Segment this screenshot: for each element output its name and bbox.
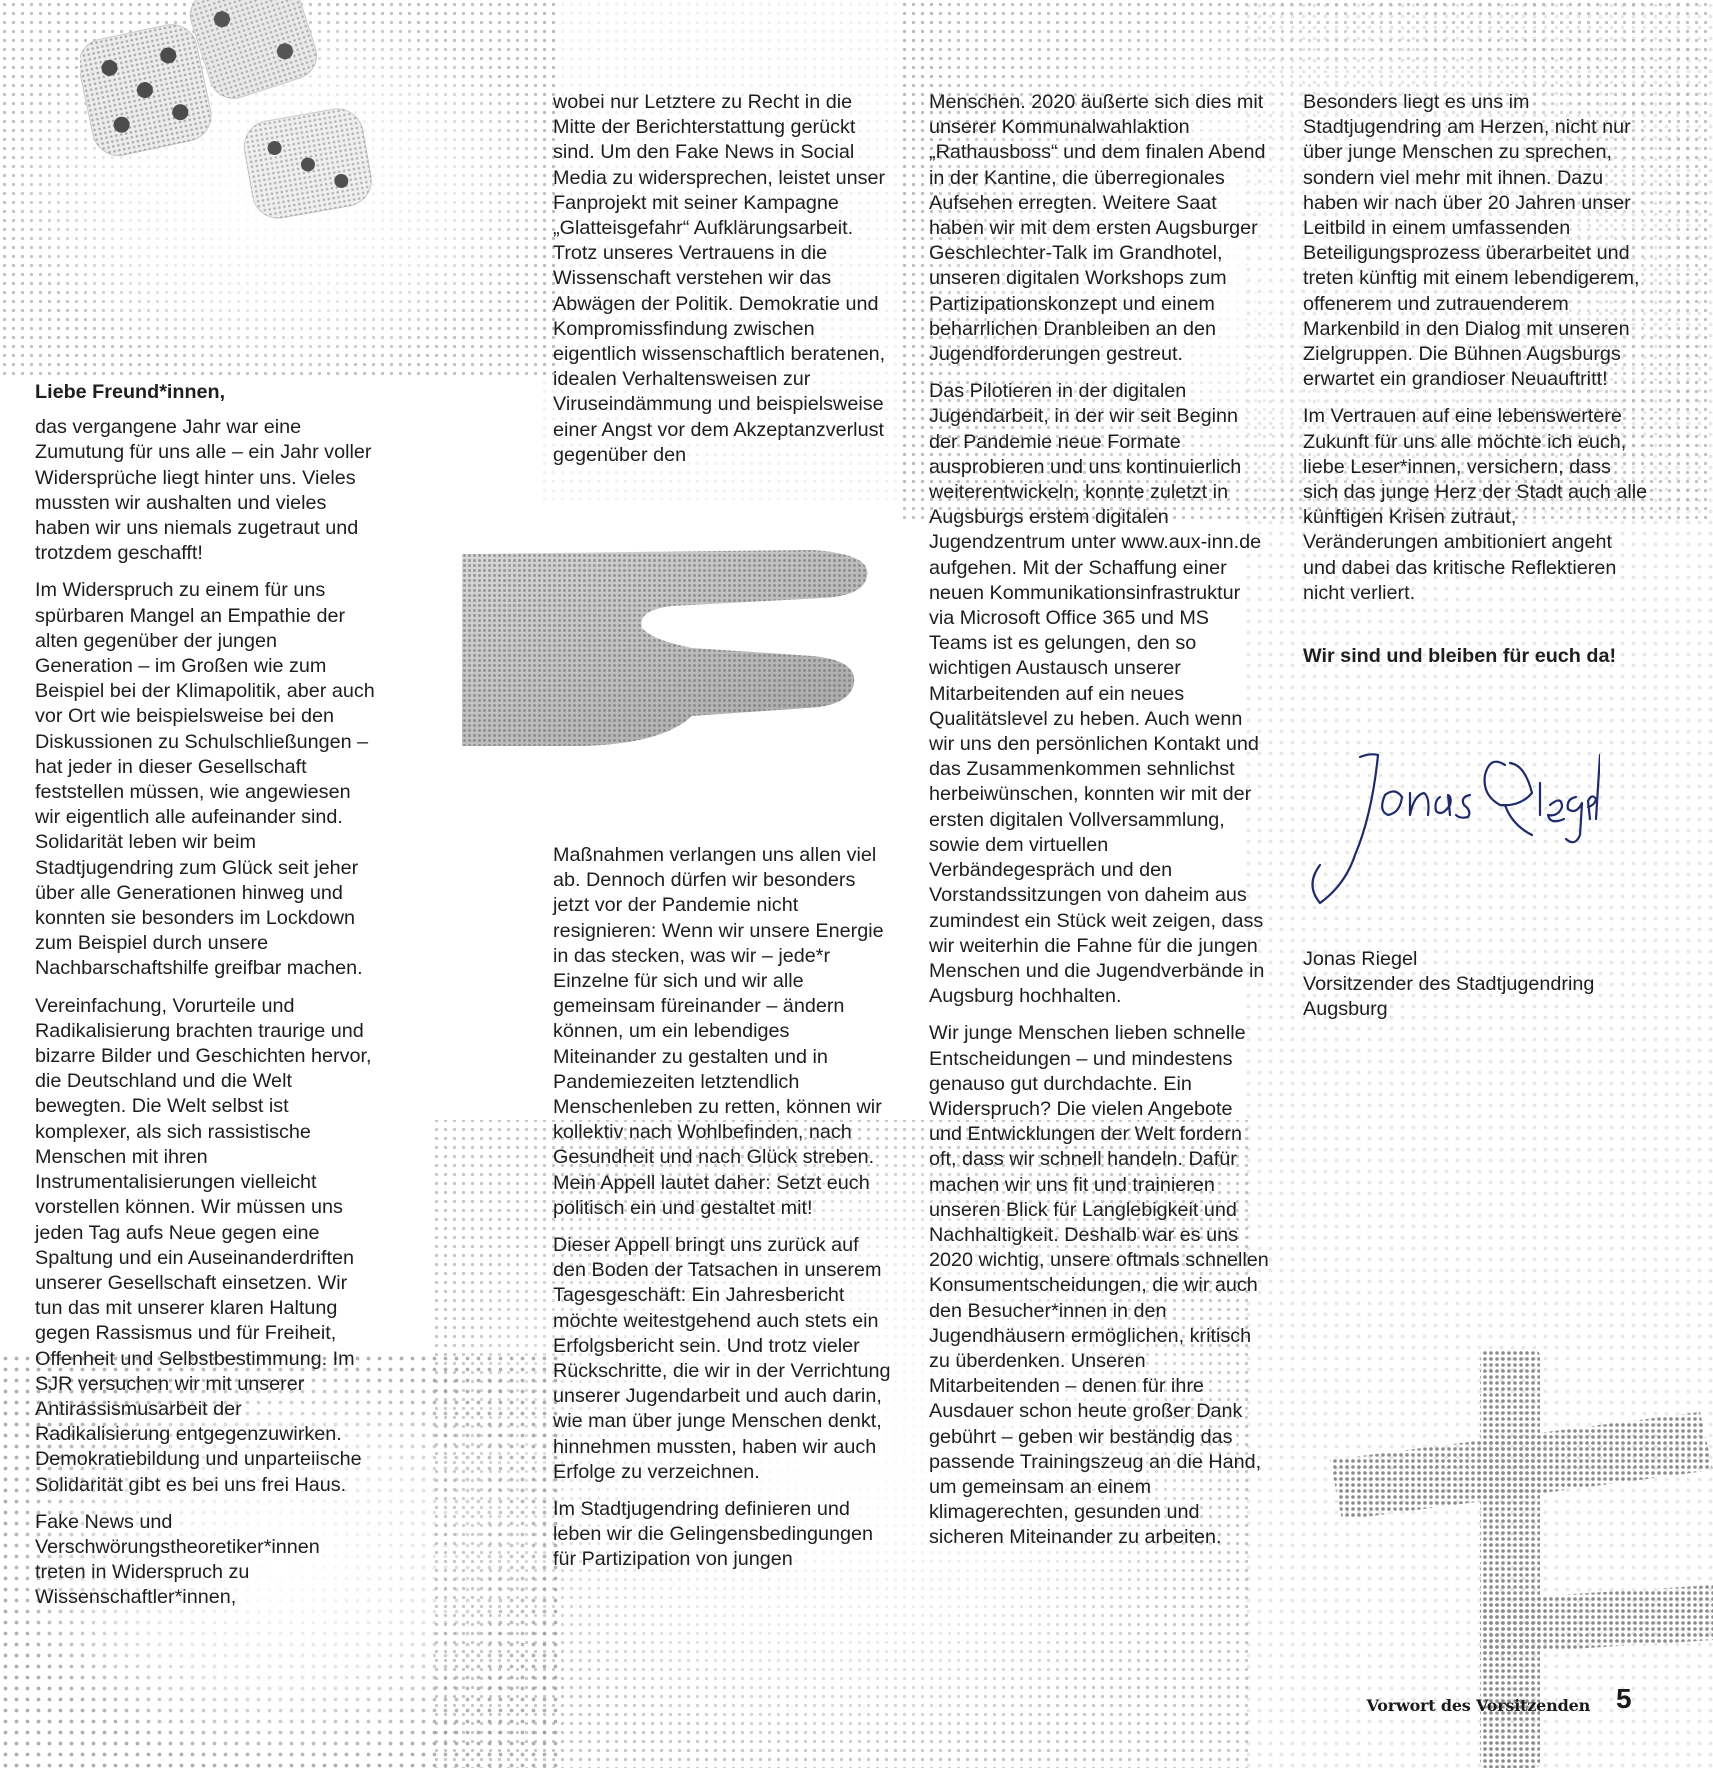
- column-2-bottom: [553, 843, 893, 1585]
- hand-pointing-icon: [462, 548, 882, 748]
- signature-icon: [1300, 735, 1600, 910]
- paragraph: Besonders liegt es uns im Stadtjugendring am Herzen, nicht nur über junge Menschen zu sprechen, sondern viel mehr mit ihnen. Dazu haben wir nach über 20 Jahren unser Leitbild in einem umfassenden Beteiligungsprozess überarbeitet und treten künftig mit einem lebendigerem, offenerem und zutrauenderem Markenbild in den Dialog mit unseren Zielgruppen. Die Bühnen Augsburgs erwartet ein grandioser Neuauftritt!: [1303, 91, 1640, 391]
- paragraph: Im Vertrauen auf eine lebenswertere Zukunft für uns alle möchte ich euch, liebe Leser*innen, versichern, dass sich das junge Herz der Stadt auch alle künftigen Krisen zutraut, Veränderungen ambitioniert angeht und dabei das kritische Reflektieren nicht verliert.: [1303, 405, 1648, 604]
- paragraph: Maßnahmen verlangen uns allen viel ab. Dennoch dürfen wir besonders jetzt vor der Pandemie nicht resignieren: Wenn wir unsere Energie in das stecken, was wir – jede*r Einzelne für sich und wir alle gemeinsam füreinander – ändern können, um ein lebendiges Miteinander zu gestalten und in Pandemiezeiten letztendlich Menschenleben zu retten, können wir kollektiv nach Wohlbefinden, nach Gesundheit und nach Glück streben. Mein Appell lautet daher: Setzt euch politisch ein und gestaltet mit!: [553, 844, 884, 1219]
- paragraph: das vergangene Jahr war eine Zumutung für uns alle – ein Jahr voller Widersprüche liegt hinter uns. Vieles mussten wir aushalten und vieles haben wir uns niemals zugetraut und trotzdem geschafft!: [35, 416, 372, 565]
- paragraph: Im Stadtjugendring definieren und leben wir die Gelingensbedingungen für Partizipation von jungen: [553, 1498, 874, 1571]
- signature-name: Jonas Riegel: [1303, 948, 1418, 970]
- paragraph: Im Widerspruch zu einem für uns spürbaren Mangel an Empathie der alten gegenüber der jungen Generation – im Großen wie zum Beispiel bei der Klimapolitik, aber auch vor Ort wie beispielsweise bei den Diskussionen zu Schulschließungen – hat jeder in dieser Gesellschaft feststellen müssen, wie angewiesen wir eigentlich alle aufeinander sind. Solidarität leben wir beim Stadtjugendring zum Glück seit jeher über alle Generationen hinweg und konnten sie besonders im Lockdown zum Beispiel durch unsere Nachbarschaftshilfe greifbar machen.: [35, 579, 375, 980]
- dice-icon: [80, 0, 410, 220]
- footer-section-title: Vorwort des Vorsitzenden: [1366, 1696, 1590, 1715]
- closing-line: Wir sind und bleiben für euch da!: [1303, 645, 1617, 668]
- column-1: [35, 380, 375, 1623]
- paragraph: Das Pilotieren in der digitalen Jugendarbeit, in der wir seit Beginn der Pandemie neue Formate ausprobieren und uns kontinuierlich weiterentwickeln, konnte zuletzt in Augsburgs erstem digitalen Jugendzentrum unter www.aux-inn.de aufgehen. Mit der Schaffung einer neuen Kommunikationsinfrastruktur via Microsoft Office 365 und MS Teams ist es gelungen, den so wichtigen Austausch unserer Mitarbeitenden auf ein neues Qualitätslevel zu heben. Auch wenn wir uns den persönlichen Kontakt und das Zusammenkommen sehnlichst herbeiwünschen, konnten wir mit der ersten digitalen Vollversammlung, sowie dem virtuellen Verbändegespräch und den Vorstandssitzungen von daheim aus zumindest ein Stück weit zeigen, dass wir weiterhin die Fahne für die jungen Menschen und die Jugendverbände in Augsburg hochhalten.: [929, 380, 1265, 1008]
- paragraph: Wir junge Menschen lieben schnelle Entscheidungen – und mindestens genauso gut durchdachte. Ein Widerspruch? Die vielen Angebote und Entwicklungen der Welt fordern oft, dass wir schnell handeln. Dafür machen wir uns fit und trainieren unseren Blick für Langlebigkeit und Nachhaltigkeit. Deshalb war es uns 2020 wichtig, unsere oftmals schnellen Konsumentscheidungen, die wir auch den Besucher*innen in den Jugendhäusern ermöglichen, kritisch zu überdenken. Unseren Mitarbeitenden – denen für ihre Ausdauer schon heute großer Dank gebührt – geben wir beständig das passende Trainingszeug an die Hand, um gemeinsam an einem klimagerechten, gesunden und sicheren Miteinander zu arbeiten.: [929, 1022, 1269, 1549]
- signature-role: Vorsitzender des Stadtjugendring: [1303, 973, 1595, 996]
- column-4: [1303, 90, 1648, 681]
- paragraph: Menschen. 2020 äußerte sich dies mit unserer Kommunalwahlaktion „Rathausboss“ und dem finalen Abend in der Kantine, die überregionales Aufsehen erregten. Weitere Saat haben wir mit dem ersten Augsburger Geschlechter-Talk im Grandhotel, unseren digitalen Workshops zum Partizipationskonzept und einem beharrlichen Dranbleiben an den Jugendforderungen gestreut.: [929, 91, 1266, 366]
- greeting: Liebe Freund*innen,: [35, 381, 226, 403]
- paragraph: Fake News und Verschwörungstheoretiker*innen treten in Widerspruch zu Wissenschaftler*innen,: [35, 1510, 320, 1609]
- paragraph: Dieser Appell bringt uns zurück auf den Boden der Tatsachen in unserem Tagesgeschäft: Ein Jahresbericht möchte weitestgehend auch stets ein Erfolgsbericht sein. Und trotz vieler Rückschritte, die wir in der Verrichtung unserer Jugendarbeit und auch darin, wie man über junge Menschen denkt, hinnehmen mussten, haben wir auch Erfolge zu verzeichnen.: [553, 1234, 891, 1483]
- paragraph: wobei nur Letztere zu Recht in die Mitte der Berichterstattung gerückt sind. Um den Fake News in Social Media zu widersprechen, leistet unser Fanprojekt mit seiner Kampagne „Glatteisgefahr“ Aufklärungsarbeit. Trotz unseres Vertrauens in die Wissenschaft verstehen wir das Abwägen der Politik. Demokratie und Kompromissfindung zwischen eigentlich wissenschaftlich beratenen, idealen Verhaltensweisen zur Viruseindämmung und beispielsweise einer Angst vor dem Akzeptanzverlust gegenüber den: [553, 91, 886, 466]
- signature-city: Augsburg: [1303, 998, 1388, 1021]
- column-2-top: [553, 90, 893, 480]
- column-3: [929, 90, 1269, 1563]
- paragraph: Vereinfachung, Vorurteile und Radikalisierung brachten traurige und bizarre Bilder und Geschichten hervor, die Deutschland und die Welt bewegten. Die Welt selbst ist komplexer, als sich rassistische Menschen mit ihren Instrumentalisierungen vielleicht vorstellen können. Wir müssen uns jeden Tag aufs Neue gegen eine Spaltung und ein Auseinanderdriften unserer Gesellschaft einsetzen. Wir tun das mit unserer klaren Haltung gegen Rassismus und für Freiheit, Offenheit und Selbstbestimmung. Im SJR versuchen wir mit unserer Antirassismusarbeit der Radikalisierung entgegenzuwirken. Demokratiebildung und unparteiische Solidarität gibt es bei uns frei Haus.: [35, 994, 372, 1496]
- signature-block: [1303, 947, 1648, 1023]
- page-number: 5: [1616, 1683, 1632, 1714]
